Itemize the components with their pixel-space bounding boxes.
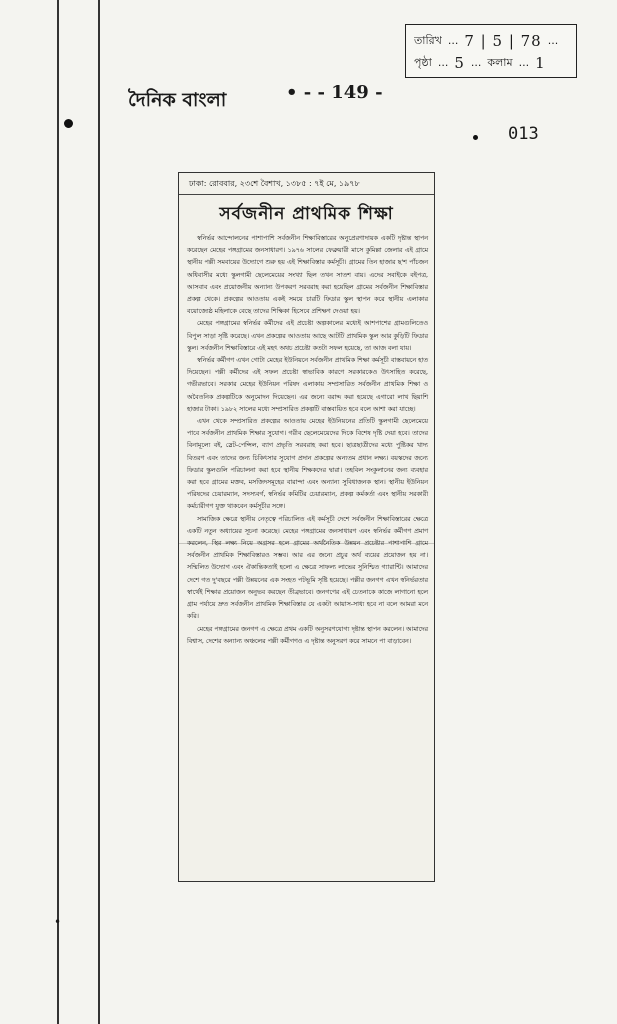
page-margin-line-inner xyxy=(98,0,100,1024)
clipping-body xyxy=(179,233,434,648)
archive-stamp xyxy=(405,24,577,78)
stamp-page-value: 5 xyxy=(454,54,465,72)
stamp-date-label: তারিখ xyxy=(414,34,442,47)
punch-hole-mark xyxy=(64,119,73,128)
clipping-paragraph: স্বনির্ভর কর্মীগণ এখন গোটা মেহের ইউনিয়নে সর্বজনীন প্রাথমিক শিক্ষা কর্মসূচী বাস্তবায়নে হাত দিয়েছেন। পল্লী কর্মীদের এই সফল প্রচেষ্টা স্বাভাবিক কারণে সরকারকেও উৎসাহিত করেছে, গভীরভাবে। সরকার মেহের ইউনিয়ন পরিষদ এলাকায় সম্প্রসারিত সর্বজনীন প্রাথমিক শিক্ষা ও অবৈতনিক প্রকল্পটিকে অনুমোদন দিয়েছেন। এর জন্যে বরাদ্দ করা হয়েছে এগারো লাখ ছিয়াশি হাজার টাকা। ১৯৮২ সালের মধ্যে সম্প্রসারিত প্রকল্পটি বাস্তবায়িত হবে বলে আশা করা যাচ্ছে। xyxy=(187,357,428,413)
stamp-date-value: 7 | 5 | 78 xyxy=(464,32,542,50)
newspaper-name: দৈনিক বাংলা xyxy=(128,89,227,111)
clipping-paragraph: সামাজিক ক্ষেত্রে স্থানীয় নেতৃত্বে পরিচালিত এই কর্মসূচী দেশে সর্বজনীন শিক্ষাবিস্তারের ক্ষেত্রে একটি নতুন অধ্যায়ের সূচনা করেছে। মেহের পঙ্গগ্রামের জনসাধারণ এবং স্বনির্ভর কর্মীগণ প্রমাণ করলেন, স্থির লক্ষ্য নিয়ে অগ্রসর হলে গ্রামের অর্থনৈতিক উন্নয়ন প্রচেষ্টার পাশাপাশি গ্রামে সর্বজনীন প্রাথমিক শিক্ষাবিস্তারও সম্ভব। আর এর জন্যে প্রচুর অর্থ ব্যয়ের প্রয়োজন হয় না। সম্মিলিত উদ্যোগ এবং ঐকান্তিকতাই হলো এ ক্ষেত্রে সাফল্য লাভের সুনিশ্চিত গ্যারান্টি। আমাদের দেশে গত দু'বছরে পল্লী উন্নয়নের এক সংহত পটভূমি সৃষ্টি হয়েছে। পল্লীর জনগণ এখন স্বনির্ভরতার স্বার্থেই শিক্ষার প্রয়োজন অনুভব করছেন তীব্রভাবে। জনগণের এই চেতনাকে কাজে লাগানো হলে গ্রাম পর্যায়ে দ্রুত সর্বজনীন প্রাথমিক শিক্ষাবিস্তার যে একটা আয়াস-সাধ্য হবে না বলে আমরা মনে করি। xyxy=(187,515,428,621)
clipping-paragraph: এখন থেকে সম্প্রসারিত প্রকল্পের আওতায় মেহের ইউনিয়নের প্রতিটি স্কুলগামী ছেলেমেয়ে পাবে সর্বজনীন প্রাথমিক শিক্ষার সুযোগ। গরীব ছেলেমেয়েদের দিকে বিশেষ দৃষ্টি দেয়া হবে। তাদের বিনামূল্যে বই, স্লেট-পেন্সিল, ব্যাগ প্রভৃতি সরবরাহ করা হবে। ছাত্রছাত্রীদের মধ্যে পুষ্টিকর খাদ্য বিতরণ এবং তাদের জন্য চিকিৎসার সুযোগ প্রদান প্রকল্পের অন্যতম প্রধান লক্ষ্য। বয়স্কদের জন্যে ফিডার স্কুলগুলি পরিচালনা করা হবে স্থানীয় শিক্ষকদের দ্বারা। তহবিল সংকুলানের জন্য ব্যবহার করা হবে গ্রামের মক্তব, মসজিদসমূহের বারান্দা এবং অন্যান্য সুবিধাজনক স্থান। স্থানীয় ইউনিয়ন পরিষদের চেয়ারম্যান, সদস্যবর্গ, স্বনির্ভর কমিটির চেয়ারম্যান, প্রকল্প কর্মকর্তা এবং স্থানীয় সরকারী কর্মচারীগণ যুক্ত থাকবেন কর্মসূচীর সঙ্গে। xyxy=(187,418,428,511)
clipping-paragraph: স্বনির্ভর আন্দোলনের পাশাপাশি সর্বজনীন শিক্ষাবিস্তারের অনুপ্রেরণাদায়ক একটি দৃষ্টান্ত স্থাপন করেছেন মেহের পঙ্গগ্রামের জনসাধারণ। ১৯৭৬ সালের ফেব্রুয়ারী মাসে কুমিল্লা জেলার এই গ্রামে স্থানীয় পল্লী সমবায়ের উদ্যোগে শুরু হয় এই শিক্ষাবিস্তার কর্মসূচী। গ্রামের তিন হাজার ছ'শ পাঁচজন অধিবাসীর মধ্যে স্কুলগামী ছেলেমেয়ের সংখ্যা ছিল তখন সাতশ বায়। এদের সবাইকে বইপত্র, আসবাব এবং প্রয়োজনীয় অন্যান্য উপকরণ সরবরাহ করা হয়েছিল গ্রামের সর্বজনীন শিক্ষাবিস্তার প্রকল্প থেকে। প্রকল্পের আওতায় একই সময়ে চারটি ফিডার স্কুল স্থাপন করে স্থানীয় এলাকার বয়োজ্যেষ্ঠ মহিলাকে বেছে তাদের শিক্ষিকা হিসেবে প্রশিক্ষণ দেওয়া হয়। xyxy=(187,235,428,316)
clipping-headline: সর্বজনীন প্রাথমিক শিক্ষা xyxy=(219,204,394,224)
clipping-dateline: ঢাকা: রোববার, ২৩শে বৈশাখ, ১৩৮৫ : ৭ই মে, ১৯৭৮ xyxy=(179,173,434,195)
page-margin-line-left xyxy=(57,0,59,1024)
folio-number-value: 149 xyxy=(331,82,369,103)
clipping-fold-line xyxy=(179,543,434,544)
stamp-column-label: কলাম xyxy=(487,56,513,69)
page-number: 013 xyxy=(508,124,539,144)
stamp-column-value: 1 xyxy=(535,54,546,72)
corner-tick-mark: • xyxy=(54,915,62,929)
stamp-page-label: পৃষ্ঠা xyxy=(414,56,432,69)
stamp-date-row: তারিখ ... 7 | 5 | 78 ... xyxy=(414,32,559,50)
folio-number: • - - 149 - xyxy=(286,82,383,103)
clipping-paragraph: মেহের পঙ্গগ্রামের স্বনির্ভর কর্মীদের এই প্রচেষ্টা অল্পকালের মধ্যেই আশপাশের গ্রামগুলিতেও বিপুল সাড়া সৃষ্টি করেছে। এখন প্রকল্পের আওতায় আছে আটটি প্রাথমিক স্কুল আর কুড়িটি ফিডার স্কুল। সর্বজনীন শিক্ষাবিস্তারে এই মহৎ অথচ প্রচেষ্টা কতটা সফল হয়েছে, তা আজ বলা যায়। xyxy=(187,320,428,352)
clipping-paragraph: মেহের পঙ্গগ্রামের জনগণ এ ক্ষেত্রে প্রথম একটি অনুসরণযোগ্য দৃষ্টান্ত স্থাপন করলেন। আমাদের বিশ্বাস, দেশের অন্যান্য অঞ্চলের পল্লী কর্মীগণও এ দৃষ্টান্ত অনুসরণ করে সামনে পা বাড়াবেন। xyxy=(187,625,428,645)
ink-dot-mark xyxy=(473,135,478,140)
newspaper-clipping xyxy=(178,172,435,882)
stamp-page-row: পৃষ্ঠা ... 5 ... কলাম ... 1 xyxy=(414,54,546,72)
